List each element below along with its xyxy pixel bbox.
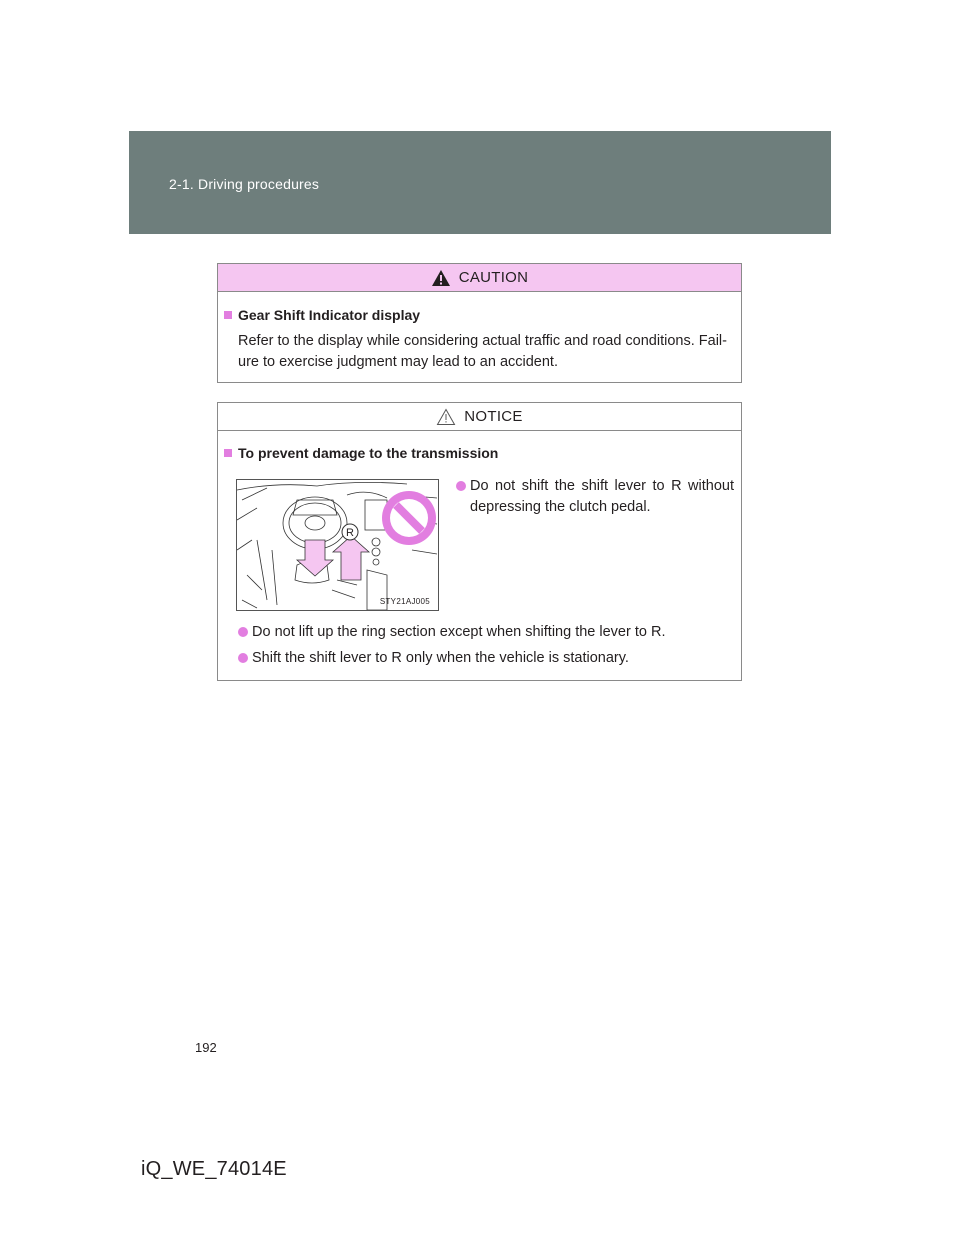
caution-box (217, 263, 742, 383)
notice-label: NOTICE (464, 408, 523, 425)
gear-r-label: R (346, 527, 354, 539)
square-bullet-icon (224, 449, 232, 457)
header-bar (129, 131, 831, 234)
caution-text-line2: ure to exercise judgment may lead to an accident. (238, 354, 558, 370)
caution-header (218, 264, 741, 292)
warning-triangle-outline-icon (436, 408, 456, 426)
dashboard-drawing (237, 480, 439, 611)
pink-dot-icon (456, 481, 466, 491)
page-number: 192 (195, 1040, 217, 1055)
warning-triangle-filled-icon (431, 269, 451, 287)
document-id: iQ_WE_74014E (141, 1158, 287, 1180)
caution-label: CAUTION (458, 269, 529, 286)
caution-text-line1: Refer to the display while considering actual traffic and road conditions. Fail- (238, 333, 727, 349)
bullet-stationary-text: Shift the shift lever to R only when the vehicle is stationary. (252, 650, 629, 666)
notice-box (217, 402, 742, 681)
caution-text (238, 331, 738, 373)
figure-bullet (456, 476, 734, 518)
pink-dot-icon (238, 653, 248, 663)
figure-caption: STY21AJ005 (379, 597, 430, 606)
caution-heading (224, 307, 420, 323)
clutch-pedal-illustration (236, 479, 439, 611)
bullet-stationary (238, 648, 738, 669)
caution-heading-text: Gear Shift Indicator display (238, 307, 421, 323)
notice-heading (224, 445, 498, 461)
bullet-ring-section (238, 622, 738, 643)
section-title: 2-1. Driving procedures (169, 176, 320, 192)
bullet-ring-section-text: Do not lift up the ring section except when shifting the lever to R. (252, 624, 666, 640)
square-bullet-icon (224, 311, 232, 319)
pink-dot-icon (238, 627, 248, 637)
notice-header (218, 403, 741, 431)
figure-bullet-line2: depressing the clutch pedal. (470, 499, 651, 515)
notice-heading-text: To prevent damage to the transmission (238, 445, 499, 461)
figure-bullet-line1: Do not shift the shift lever to R without (470, 478, 734, 494)
